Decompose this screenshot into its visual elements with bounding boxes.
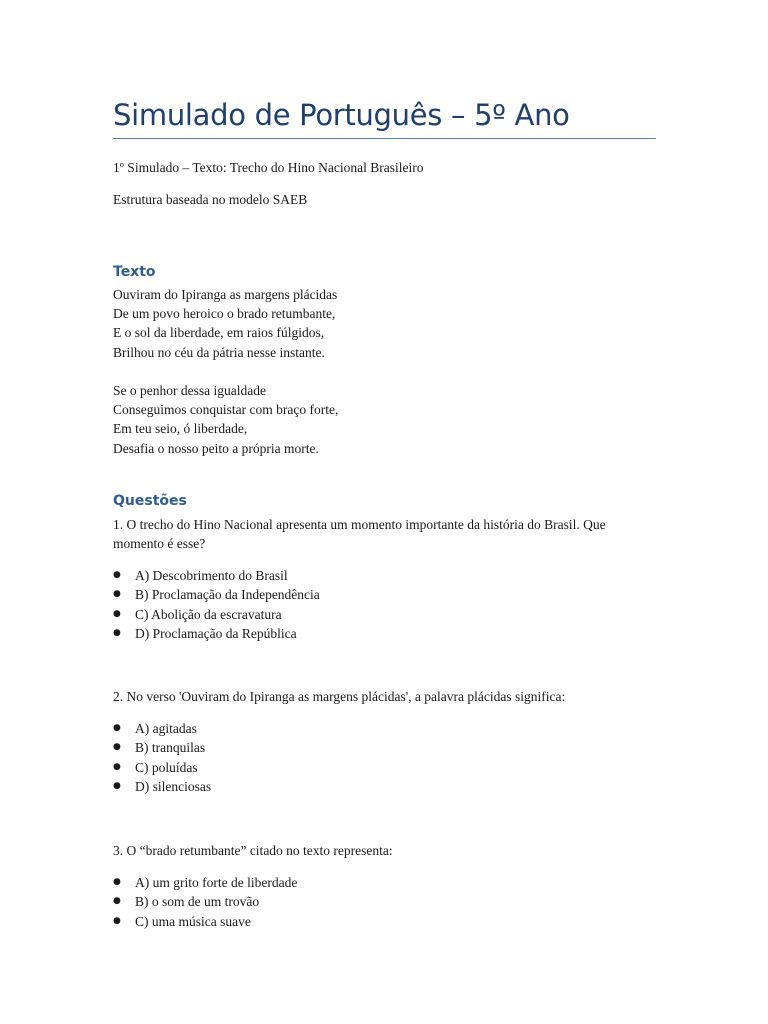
- option-label: C) poluídas: [135, 759, 198, 775]
- bullet-icon: ●: [113, 915, 121, 926]
- bullet-icon: ●: [113, 877, 121, 887]
- option-label: B) Proclamação da Independência: [135, 587, 320, 603]
- answer-option[interactable]: [113, 758, 658, 777]
- option-label: A) um grito forte de liberdade: [135, 875, 298, 890]
- poem-stanza: [113, 381, 338, 458]
- option-label: B) o som de um trovão: [135, 894, 260, 910]
- answer-option[interactable]: [113, 777, 658, 796]
- question-3: [113, 841, 658, 931]
- answer-option[interactable]: [113, 912, 658, 931]
- section-heading-questoes: Questões: [113, 493, 187, 509]
- poem-line: Ouviram do Ipiranga as margens plácidas: [113, 287, 338, 302]
- answer-option[interactable]: [113, 624, 658, 643]
- poem-line: E o sol da liberdade, em raios fúlgidos,: [113, 325, 325, 341]
- question-text: 1. O trecho do Hino Nacional apresenta um momento importante da história do Brasil. Que momento é esse?: [113, 517, 606, 551]
- poem-line: De um povo heroico o brado retumbante,: [113, 306, 336, 322]
- answer-option[interactable]: [113, 566, 658, 585]
- bullet-icon: ●: [113, 627, 121, 638]
- option-label: C) Abolição da escravatura: [135, 606, 282, 622]
- section-heading-texto: Texto: [113, 264, 156, 280]
- option-label: D) Proclamação da República: [135, 625, 297, 641]
- bullet-icon: ●: [113, 570, 121, 580]
- answer-options: [113, 873, 658, 931]
- option-label: D) silenciosas: [135, 778, 212, 794]
- question-text: 2. No verso 'Ouviram do Ipiranga as margens plácidas', a palavra plácidas significa:: [113, 689, 566, 704]
- answer-option[interactable]: [113, 719, 658, 738]
- document-title: Simulado de Português – 5º Ano: [113, 98, 570, 132]
- question-1: [113, 515, 658, 643]
- poem-line: Brilhou no céu da pátria nesse instante.: [113, 344, 325, 360]
- answer-options: [113, 566, 658, 643]
- bullet-icon: ●: [113, 780, 121, 791]
- answer-option[interactable]: [113, 605, 658, 624]
- option-label: B) tranquilas: [135, 740, 206, 756]
- bullet-icon: ●: [113, 589, 121, 600]
- answer-options: [113, 719, 658, 796]
- answer-option[interactable]: [113, 585, 658, 604]
- bullet-icon: ●: [113, 723, 121, 733]
- question-text: 3. O “brado retumbante” citado no texto representa:: [113, 843, 393, 858]
- option-label: A) Descobrimento do Brasil: [135, 568, 288, 583]
- bullet-icon: ●: [113, 608, 121, 619]
- answer-option[interactable]: [113, 873, 658, 892]
- poem-text-2: [113, 381, 338, 458]
- answer-option[interactable]: [113, 738, 658, 757]
- document-subtitle: 1º Simulado – Texto: Trecho do Hino Nacional Brasileiro: [113, 160, 424, 175]
- option-label: C) uma música suave: [135, 913, 251, 929]
- poem-text: [113, 285, 337, 362]
- title-divider: [113, 138, 656, 139]
- document-basis: Estrutura baseada no modelo SAEB: [113, 192, 308, 207]
- answer-option[interactable]: [113, 892, 658, 911]
- poem-line: Se o penhor dessa igualdade: [113, 383, 266, 398]
- bullet-icon: ●: [113, 761, 121, 772]
- poem-line: Desafia o nosso peito a própria morte.: [113, 440, 319, 456]
- bullet-icon: ●: [113, 742, 121, 753]
- poem-line: Conseguimos conquistar com braço forte,: [113, 402, 339, 418]
- poem-line: Em teu seio, ó liberdade,: [113, 421, 248, 437]
- poem-stanza: [113, 285, 337, 362]
- question-2: [113, 687, 658, 796]
- option-label: A) agitadas: [135, 721, 197, 736]
- bullet-icon: ●: [113, 896, 121, 907]
